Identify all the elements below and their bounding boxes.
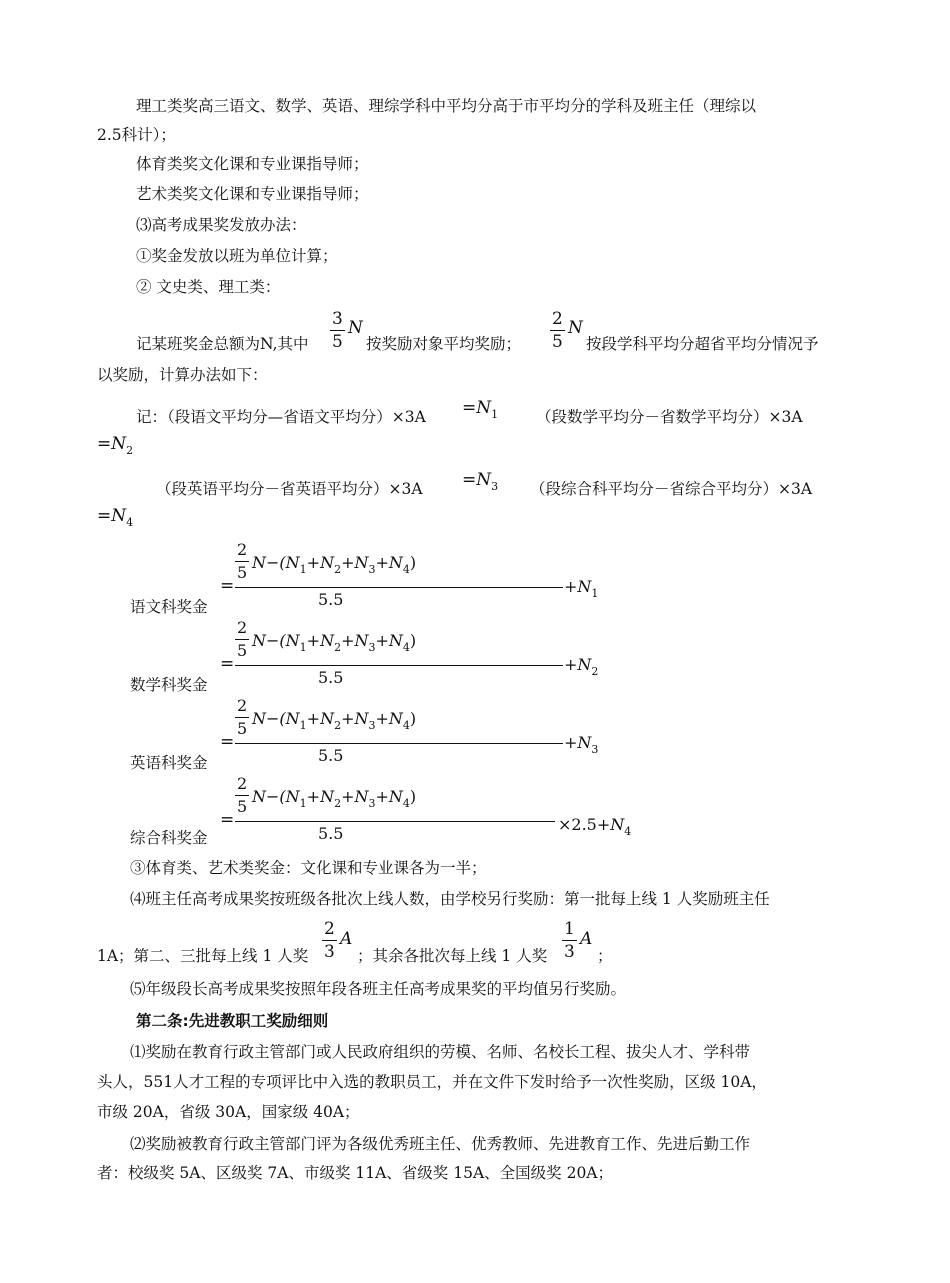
formula-numerator: $N-(N_1+N_2+N_3+N_4)$ — [252, 553, 417, 576]
formula-denominator: 5.5 — [318, 824, 344, 843]
fraction-one-third — [562, 918, 577, 963]
fraction-numerator: 3 — [332, 309, 343, 329]
text-line: 艺术类奖文化课和专业课指导师； — [136, 185, 369, 203]
formula-numerator: $N-(N_1+N_2+N_3+N_4)$ — [252, 631, 417, 654]
formula-denominator: 5.5 — [318, 590, 344, 609]
text-line: ①奖金发放以班为单位计算； — [136, 247, 338, 265]
text-line: 2.5科计）； — [97, 126, 176, 144]
variable-n: N — [348, 318, 363, 338]
text-line: ； — [597, 947, 613, 965]
text-line: ；其余各批次每上线 1 人奖 — [357, 947, 548, 965]
text-line: 理工类奖高三语文、数学、英语、理综学科中平均分高于市平均分的学科及班主任（理综以 — [136, 97, 757, 115]
text-line: ② 文史类、理工类： — [136, 278, 281, 296]
text-line: 按段学科平均分超省平均分情况予 — [586, 335, 819, 353]
formula-denominator: 5.5 — [318, 746, 344, 765]
fraction-two-fifths: $\frac{2}{5}$ — [237, 774, 248, 816]
formula-label: 综合科奖金 — [130, 829, 208, 847]
formula-label: 英语科奖金 — [130, 754, 208, 772]
text-line: ⑴奖励在教育行政主管部门或人民政府组织的劳模、名师、名校长工程、拔尖人才、学科带 — [130, 1043, 751, 1061]
equals-sign: = — [220, 732, 235, 752]
fraction-two-fifths: $\frac{2}{5}$ — [237, 618, 248, 660]
fraction-numerator: 2 — [324, 919, 335, 939]
formula-label: 语文科奖金 — [130, 598, 208, 616]
formula-numerator: $N-(N_1+N_2+N_3+N_4)$ — [252, 787, 417, 810]
text-line: （段数学平均分－省数学平均分）×3A — [536, 408, 803, 426]
text-line: ⑸年级段长高考成果奖按照年段各班主任高考成果奖的平均值另行奖励。 — [130, 980, 627, 998]
formula-numerator: $N-(N_1+N_2+N_3+N_4)$ — [252, 709, 417, 732]
n2-definition: $=N_2$ — [97, 434, 134, 457]
fraction-numerator: 2 — [552, 309, 563, 329]
fraction-two-fifths: $\frac{2}{5}$ — [237, 696, 248, 738]
formula-label: 数学科奖金 — [130, 676, 208, 694]
text-line: ⑶高考成果奖发放办法： — [136, 216, 307, 234]
formula-tail: $+N_1$ — [564, 577, 599, 600]
text-line: ⑵奖励被教育行政主管部门评为各级优秀班主任、优秀教师、先进教育工作、先进后勤工作 — [130, 1135, 751, 1153]
formula-denominator: 5.5 — [318, 668, 344, 687]
fraction-bar — [235, 743, 563, 744]
n3-definition: $=N_3$ — [462, 470, 499, 493]
fraction-bar — [235, 665, 563, 666]
variable-a: A — [580, 929, 593, 949]
equals-sign: = — [220, 810, 235, 830]
n4-definition: $=N_4$ — [97, 506, 134, 529]
fraction-two-thirds — [322, 918, 337, 963]
text-line: 头人，551人才工程的专项评比中入选的教职员工，并在文件下发时给予一次性奖励，区级 10A， — [97, 1073, 767, 1091]
text-line: （段英语平均分－省英语平均分）×3A — [156, 480, 423, 498]
fraction-denominator: 3 — [564, 942, 575, 962]
text-line: （段综合科平均分－省综合平均分）×3A — [530, 480, 813, 498]
text-line: ③体育类、艺术类奖金：文化课和专业课各为一半； — [130, 859, 487, 877]
fraction-denominator: 5 — [552, 332, 563, 352]
fraction-two-fifths — [550, 308, 565, 353]
variable-a: A — [340, 929, 353, 949]
fraction-denominator: 3 — [324, 942, 335, 962]
equals-sign: = — [220, 576, 235, 596]
fraction-numerator: 1 — [564, 919, 575, 939]
text-line: 1A；第二、三批每上线 1 人奖 — [97, 947, 309, 965]
text-line: 以奖励，计算办法如下： — [97, 366, 268, 384]
fraction-three-fifths — [330, 308, 345, 353]
text-line: ⑷班主任高考成果奖按班级各批次上线人数，由学校另行奖励：第一批每上线 1 人奖励班主任 — [130, 890, 770, 908]
n1-definition: $=N_1$ — [462, 398, 499, 421]
text-line: 市级 20A，省级 30A，国家级 40A； — [97, 1103, 360, 1121]
fraction-denominator: 5 — [332, 332, 343, 352]
variable-n: N — [568, 318, 583, 338]
equals-sign: = — [220, 654, 235, 674]
text-line: 记某班奖金总额为N,其中 — [136, 335, 309, 353]
text-line: 体育类奖文化课和专业课指导师； — [136, 155, 369, 173]
section-heading: 第二条:先进教职工奖励细则 — [136, 1012, 329, 1030]
formula-tail: $\times 2.5+N_4$ — [558, 815, 632, 838]
formula-tail: $+N_2$ — [564, 655, 599, 678]
text-line: 按奖励对象平均奖励； — [366, 335, 522, 353]
formula-tail: $+N_3$ — [564, 733, 599, 756]
text-line: 者：校级奖 5A、区级奖 7A、市级奖 11A、省级奖 15A、全国级奖 20A； — [97, 1164, 613, 1182]
fraction-two-fifths: $\frac{2}{5}$ — [237, 540, 248, 582]
text-line: 记：（段语文平均分—省语文平均分）×3A — [136, 408, 426, 426]
fraction-bar — [235, 587, 563, 588]
fraction-bar — [235, 821, 555, 822]
